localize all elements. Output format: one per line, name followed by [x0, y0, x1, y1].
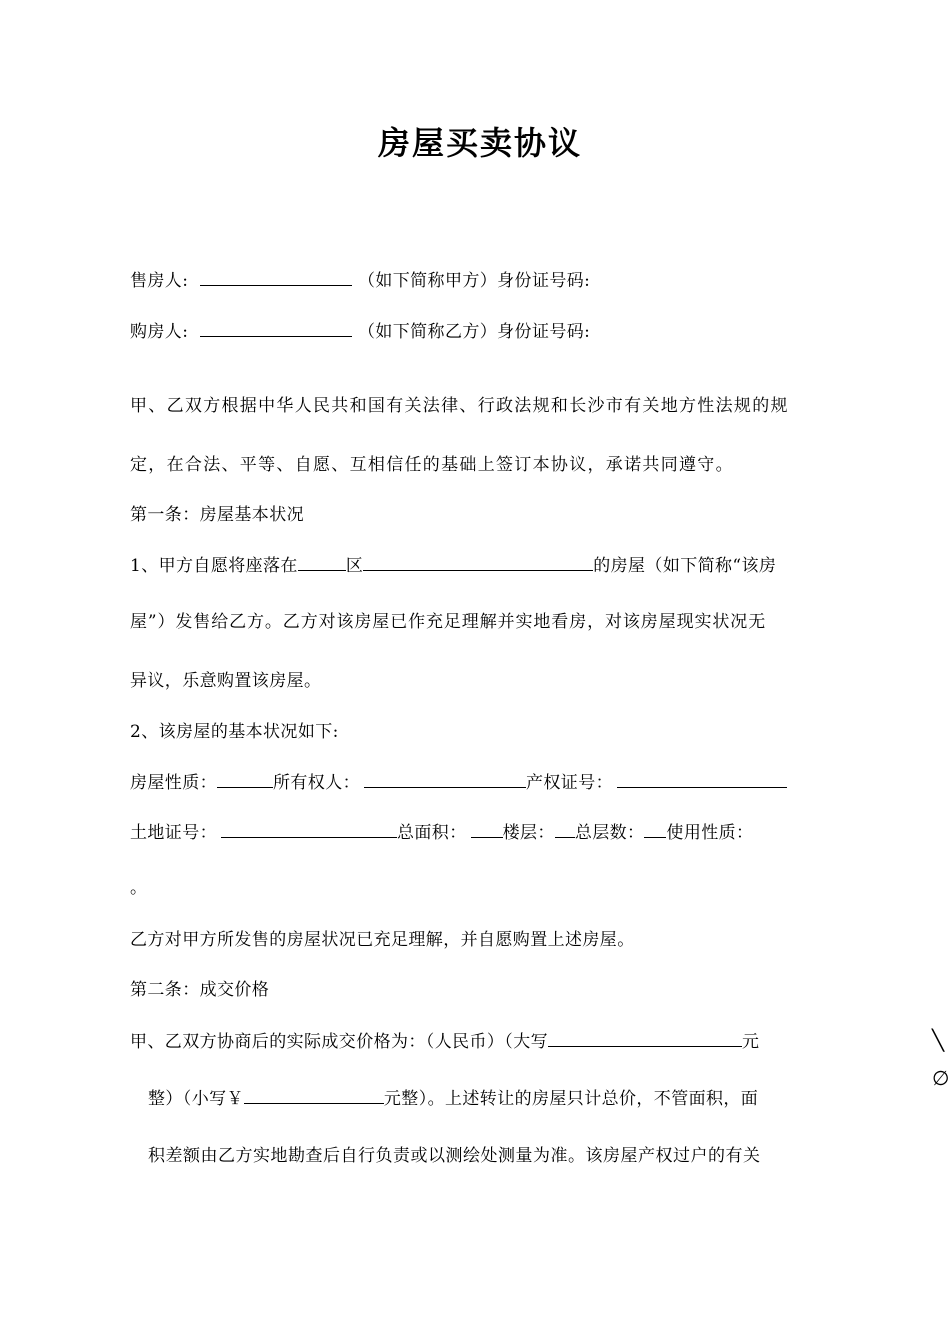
land-blank [221, 822, 397, 838]
preamble-line-2: 定，在合法、平等、自愿、互相信任的基础上签订本协议，承诺共同遵守。 [130, 455, 734, 475]
district-blank [298, 555, 346, 571]
margin-null-mark: ∅ [932, 1066, 950, 1090]
price-uppercase-blank [548, 1031, 742, 1047]
item1-part3: 的房屋（如下简称“该房 [593, 556, 777, 576]
article2-heading: 第二条：成交价格 [130, 980, 270, 1000]
price-line-1 [130, 1031, 759, 1052]
buyer-label: 购房人: [130, 322, 189, 342]
article1-closing: 乙方对甲方所发售的房屋状况已充足理解，并自愿购置上述房屋。 [130, 930, 635, 950]
area-blank [471, 822, 503, 838]
land-label: 土地证号： [130, 823, 217, 843]
price-line1-text: 甲、乙双方协商后的实际成交价格为：（人民币）（大写 [130, 1032, 548, 1052]
price-line2-rest: 元整）。上述转让的房屋只计总价，不管面积，面 [383, 1089, 759, 1109]
cert-label: 产权证号： [526, 773, 613, 793]
property-row-2 [130, 822, 753, 843]
price-lowercase-blank [244, 1088, 384, 1104]
buyer-suffix: （如下简称乙方）身份证号码: [357, 322, 591, 342]
property-nature-blank [217, 772, 273, 788]
margin-slash-mark: ╲ [932, 1028, 945, 1052]
owner-blank [364, 772, 526, 788]
address-blank [363, 555, 593, 571]
property-nature-label: 房屋性质： [130, 773, 217, 793]
area-label: 总面积： [397, 823, 467, 843]
price-line1-unit: 元 [742, 1032, 760, 1052]
seller-line [130, 270, 590, 291]
total-floors-label: 总层数： [574, 823, 645, 843]
property-row-1 [130, 772, 787, 793]
article1-item2: 2、该房屋的基本状况如下: [130, 722, 339, 742]
seller-label: 售房人: [130, 271, 189, 291]
seller-suffix: （如下简称甲方）身份证号码: [357, 271, 591, 291]
article1-item1-line3: 异议，乐意购置该房屋。 [130, 671, 322, 691]
document-title: 房屋买卖协议 [377, 124, 582, 162]
usage-label: 使用性质： [666, 823, 754, 843]
preamble-line-1: 甲、乙双方根据中华人民共和国有关法律、行政法规和长沙市有关地方性法规的规 [130, 396, 789, 416]
period-mark: 。 [130, 878, 148, 898]
price-line-2 [148, 1088, 758, 1109]
buyer-line [130, 321, 590, 342]
total-floors-blank [644, 822, 666, 838]
article1-item1-line2: 屋”）发售给乙方。乙方对该房屋已作充足理解并实地看房，对该房屋现实状况无 [130, 612, 767, 632]
seller-name-blank [200, 270, 352, 286]
article1-item1-line1 [130, 555, 776, 576]
floor-blank [555, 822, 575, 838]
item1-part1: 1、甲方自愿将座落在 [130, 556, 298, 576]
article1-heading: 第一条：房屋基本状况 [130, 505, 304, 525]
owner-label: 所有权人： [273, 773, 360, 793]
floor-label: 楼层： [502, 823, 555, 843]
item1-part2: 区 [345, 556, 364, 576]
cert-blank [617, 772, 787, 788]
price-line-3: 积差额由乙方实地勘查后自行负责或以测绘处测量为准。该房屋产权过户的有关 [148, 1146, 761, 1166]
buyer-name-blank [200, 321, 352, 337]
price-line2-text: 整）（小写￥ [148, 1089, 244, 1109]
